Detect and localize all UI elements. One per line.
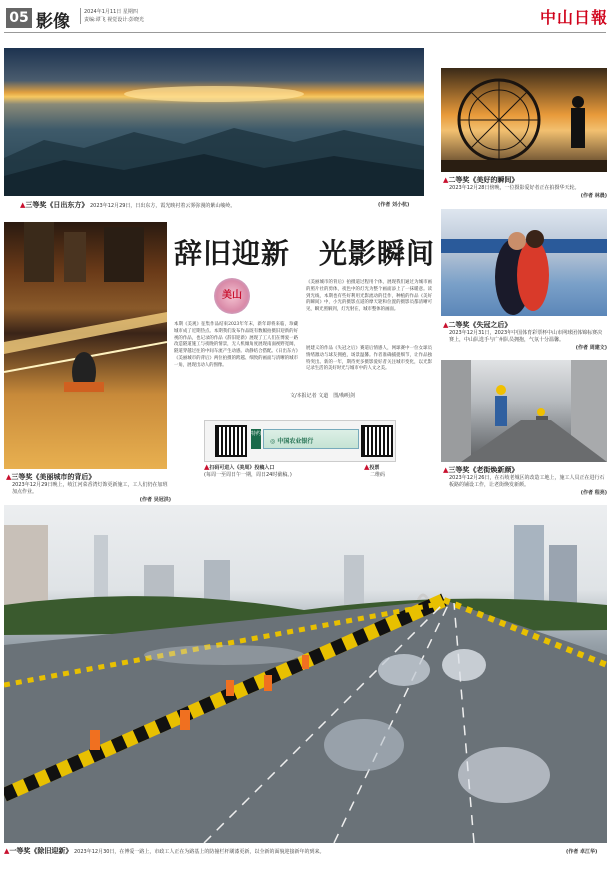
caption-city — [6, 472, 171, 503]
award-title-highway: 一等奖《除旧迎新》 — [9, 847, 73, 855]
sponsor-tag: 特约 — [251, 429, 261, 449]
qr-code-submit[interactable] — [215, 425, 247, 457]
construction-workers — [441, 360, 607, 462]
photo-highway — [4, 505, 607, 843]
issue-date: 2024年1月11日 星期四 — [84, 9, 138, 15]
article-column-3: 展建义的作品《失冠之后》赛道后情感人，网球赛中一位女球员情绪激动与球友拥抱，场景温馨。作者准确捕捉细节，让作品独特突出。新的一年，期待更多摄影爱好者关注城市变化，以光影记录生活的美好时光与城市中的人文之美。 — [306, 346, 432, 372]
date-editor-info — [80, 8, 144, 24]
header-divider — [4, 32, 606, 33]
submission-ad-box — [204, 420, 396, 462]
caption-text-ferris: 2023年12月28日傍晚，一位摄影爱好者正在拍摄华天轮。 — [449, 185, 580, 191]
triangle-icon: ▲ — [204, 463, 210, 471]
scan-vote-sub: 二维码 — [370, 472, 386, 478]
photo-ferris-wheel — [441, 68, 607, 172]
caption-text-highway: 2023年12月30日，在博爱一路上，市政工人正在为路基上的防撞栏杆刷漆更新，以全新的面貌迎接新年的到来。 — [73, 849, 325, 855]
newspaper-logo: 中山日報 — [540, 8, 609, 27]
main-headline: 辞旧迎新 光影瞬间 — [174, 237, 436, 270]
section-title: 影像 — [36, 12, 70, 32]
scan-submit-label: 扫码可进入《美周》投稿入口 — [209, 465, 275, 471]
ferris-wheel-graphic — [441, 68, 607, 172]
bank-logo-icon: ◎ — [270, 438, 278, 445]
credit-highway: (作者 卓江华) — [566, 849, 598, 855]
editor-credits: 责编:谭飞 视觉设计:彭晓光 — [84, 17, 144, 23]
award-title-ferris: 二等奖《美好的瞬间》 — [448, 176, 519, 184]
triangle-icon: ▲ — [443, 321, 449, 329]
photo-sunrise — [4, 48, 424, 196]
caption-text-sunrise: 2023年12月29日，日出东方，霞光映衬着云雾弥漫的紫山峻岭。 — [89, 203, 236, 209]
credit-ferris: (作者 林晨) — [580, 193, 607, 199]
mountain-silhouette — [4, 48, 424, 196]
caption-ferris — [443, 175, 607, 199]
award-title-city: 三等奖《美丽城市的背后》 — [11, 473, 96, 481]
qr-code-vote[interactable] — [361, 425, 393, 457]
caption-old-street — [443, 465, 607, 496]
caption-text-tennis: 2023年12月31日，2023年中国体育彩票杯中山市网球团体锦标赛决赛上，中山队选手与广州队员拥抱，气氛十分温馨。 — [449, 330, 603, 343]
award-title-old-street: 三等奖《老街焕新颜》 — [448, 466, 519, 474]
triangle-icon: ▲ — [443, 176, 449, 184]
photo-tennis — [441, 209, 607, 316]
page-number: 05 — [6, 8, 32, 28]
award-title-tennis: 二等奖《失冠之后》 — [448, 321, 512, 329]
award-title-sunrise: 三等奖《日出东方》 — [25, 201, 89, 209]
athletes-embrace — [441, 209, 607, 316]
caption-text-old-street: 2023年12月26日，在石岐老城区的改造工地上，施工人员正在进行石板路的铺设工作，让老街焕发新颜。 — [449, 475, 605, 488]
scan-vote-text — [364, 464, 385, 479]
caption-highway — [4, 846, 504, 856]
caption-text-city: 2023年12月29日晚上，岐江河菜香湾灯饰更新施工，工人们仍在加班加点作业。 — [12, 482, 168, 495]
article-column-1: 本期《美观》征集作品结束2023年年末，新年即将来临，珍藏城市成了近期热点。本期我们发布作品既有数幅拍摄旧迎新的好视的作品，也记录的作品《辞旧迎新》展现了工人们在博爱一路改造隧道施工与夜晚的情景，无人机倾角度展现南面视野宽阔，隧道穿越过往的中间车流产生动感。动静结合搭配。《日出东方》《美丽城市的背后》两位拍摄的跨越、细致的画面与清晰的城市一角，展现出动人的图像。 — [174, 322, 298, 368]
bank-name: 中国农业银行 — [277, 438, 314, 445]
credit-tennis: (作者 周建文) — [575, 345, 607, 351]
article-column-2: 《美丽城市的背后》拍摄道过程用个体，展现我们通过为城市画的照片社的剪体，夜色中的灯光为整个画面添上了一抹暖意。读到光线，本期也有些好利用光影流动的佳作，种植的作品《美好的瞬间》中，小光的摄影点道的摩天轮和位置的摄影员都清晰可见，瞬光照解到，灯光射在，城市整体的画面。 — [306, 280, 432, 313]
riverside-night-scene — [4, 222, 167, 469]
triangle-icon: ▲ — [443, 466, 449, 474]
highway-scene — [4, 505, 607, 843]
photo-city-night — [4, 222, 167, 469]
triangle-icon: ▲ — [4, 847, 10, 855]
triangle-icon: ▲ — [20, 201, 26, 209]
scan-submit-sub: (每周一至周日午一期，周日24时截稿。) — [204, 472, 292, 478]
triangle-icon: ▲ — [6, 473, 12, 481]
bank-banner — [263, 429, 359, 449]
theme-badge-icon: 美山 — [214, 278, 250, 314]
credit-old-street: (作者 程亮) — [580, 490, 607, 496]
credit-city: (作者 吴冠洪) — [139, 497, 171, 503]
scan-submit-text — [204, 464, 292, 479]
photo-old-street — [441, 360, 607, 462]
scan-vote-label: 投票 — [369, 465, 380, 471]
triangle-icon: ▲ — [364, 463, 370, 471]
caption-sunrise — [20, 200, 425, 210]
caption-tennis — [443, 320, 607, 351]
byline: 文/本报记者 文道 图/梅明剑 — [290, 393, 355, 399]
credit-sunrise: (作者 刘小杭) — [378, 202, 410, 208]
